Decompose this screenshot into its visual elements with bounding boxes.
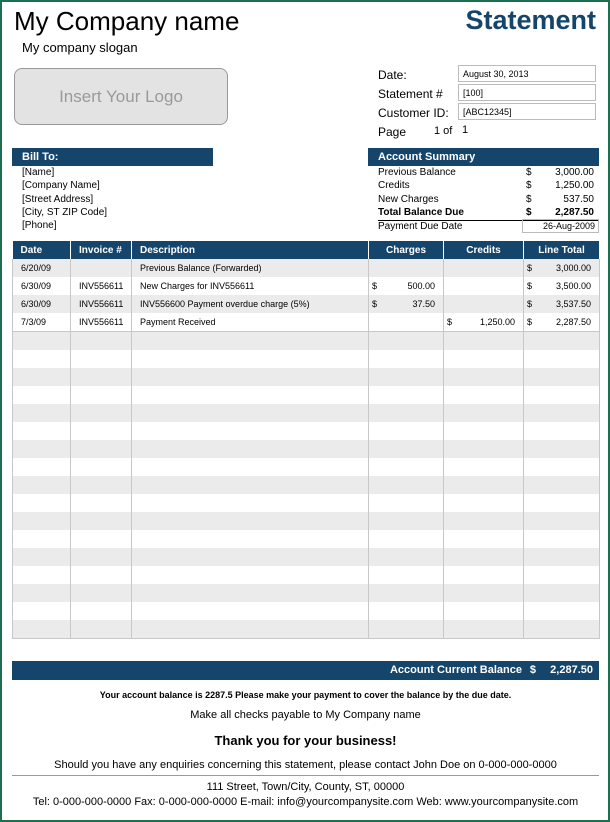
bill-to-street: [Street Address] xyxy=(22,194,94,205)
row-charges: 500.00 xyxy=(407,281,435,291)
column-header-charges: Charges xyxy=(369,241,444,259)
currency-symbol: $ xyxy=(526,194,532,205)
summary-value: 2,287.50 xyxy=(555,207,594,218)
page-total: 1 xyxy=(462,124,469,136)
column-header-credits: Credits xyxy=(444,241,524,259)
row-invoice: INV556611 xyxy=(79,281,124,291)
company-slogan: My company slogan xyxy=(22,40,138,55)
table-row-empty xyxy=(13,332,600,351)
bill-to-header: Bill To: xyxy=(12,148,213,166)
customer-id-field[interactable]: [ABC12345] xyxy=(458,103,596,120)
row-description: Payment Received xyxy=(140,317,216,327)
table-row-empty xyxy=(13,404,600,422)
column-header-invoice: Invoice # xyxy=(71,241,132,259)
summary-value: 3,000.00 xyxy=(555,167,594,178)
currency-symbol: $ xyxy=(526,167,532,178)
date-label: Date: xyxy=(378,68,407,82)
currency-symbol: $ xyxy=(527,299,533,309)
table-row-empty xyxy=(13,512,600,530)
customer-id-label: Customer ID: xyxy=(378,106,449,120)
payment-due-label: Payment Due Date xyxy=(378,221,463,232)
summary-credits xyxy=(378,180,598,193)
table-row-empty xyxy=(13,368,600,386)
table-row-empty xyxy=(13,566,600,584)
row-invoice: INV556611 xyxy=(79,317,124,327)
balance-notice: Your account balance is 2287.5 Please make your payment to cover the balance by the due date. xyxy=(99,690,512,700)
currency-symbol: $ xyxy=(526,180,532,191)
summary-new-charges xyxy=(378,194,598,207)
table-row-empty xyxy=(13,602,600,620)
row-invoice: INV556611 xyxy=(79,299,124,309)
table-row xyxy=(13,313,600,332)
row-description: INV556600 Payment overdue charge (5%) xyxy=(140,299,310,309)
table-row-empty xyxy=(13,476,600,494)
table-row-empty xyxy=(13,494,600,512)
company-address: 111 Street, Town/City, County, ST, 00000 xyxy=(206,781,405,793)
bill-to-phone: [Phone] xyxy=(22,220,57,231)
row-line-total: 2,287.50 xyxy=(555,317,591,327)
currency-symbol: $ xyxy=(447,317,453,327)
statement-number-label: Statement # xyxy=(378,87,443,101)
thank-you-text: Thank you for your business! xyxy=(214,733,397,748)
bill-to-city: [City, ST ZIP Code] xyxy=(22,207,108,218)
row-line-total: 3,537.50 xyxy=(555,299,591,309)
row-line-total: 3,500.00 xyxy=(555,281,591,291)
row-description: New Charges for INV556611 xyxy=(140,281,255,291)
statement-number-field[interactable]: [100] xyxy=(458,84,596,101)
column-header-description: Description xyxy=(132,241,369,259)
bill-to-name: [Name] xyxy=(22,167,55,178)
table-row-empty xyxy=(13,386,600,404)
footer-divider xyxy=(12,775,599,776)
document-title: Statement xyxy=(465,5,596,35)
table-row-empty xyxy=(13,350,600,368)
company-name: My Company name xyxy=(14,6,240,36)
table-row-empty xyxy=(13,458,600,476)
account-current-balance-bar xyxy=(12,661,599,680)
row-date: 6/30/09 xyxy=(21,281,52,291)
column-header-line-total: Line Total xyxy=(524,241,600,259)
table-row-empty xyxy=(13,584,600,602)
row-date: 7/3/09 xyxy=(21,317,47,327)
summary-value: 1,250.00 xyxy=(555,180,594,191)
currency-symbol: $ xyxy=(529,664,536,676)
currency-symbol: $ xyxy=(372,299,378,309)
currency-symbol: $ xyxy=(526,207,532,218)
summary-label: New Charges xyxy=(378,194,439,205)
table-row xyxy=(13,295,600,313)
table-row-empty xyxy=(13,620,600,639)
summary-label: Credits xyxy=(378,180,410,191)
account-summary-header: Account Summary xyxy=(368,148,599,166)
row-date: 6/30/09 xyxy=(21,299,52,309)
payment-due-date-field[interactable]: 26-Aug-2009 xyxy=(522,219,599,233)
column-header-date: Date xyxy=(13,241,71,259)
currency-symbol: $ xyxy=(527,281,533,291)
logo-placeholder[interactable]: Insert Your Logo xyxy=(14,68,228,125)
currency-symbol: $ xyxy=(372,281,378,291)
row-date: 6/20/09 xyxy=(21,263,52,273)
row-description: Previous Balance (Forwarded) xyxy=(140,263,262,273)
currency-symbol: $ xyxy=(527,263,533,273)
table-row-empty xyxy=(13,548,600,566)
date-field[interactable]: August 30, 2013 xyxy=(458,65,596,82)
page-label: Page xyxy=(378,125,407,139)
summary-previous-balance xyxy=(378,167,598,180)
summary-label: Total Balance Due xyxy=(378,207,464,218)
table-row xyxy=(13,277,600,295)
page-of-text: 1 of xyxy=(434,125,453,137)
table-row-empty xyxy=(13,530,600,548)
summary-value: 537.50 xyxy=(563,194,594,205)
current-balance-label: Account Current Balance xyxy=(389,664,522,676)
checks-payable-text: Make all checks payable to My Company name xyxy=(190,709,421,721)
table-row xyxy=(13,259,600,277)
row-charges: 37.50 xyxy=(412,299,435,309)
current-balance-value: 2,287.50 xyxy=(550,664,593,676)
enquiries-text: Should you have any enquiries concerning this statement, please contact John Doe on 0-000-000-0000 xyxy=(54,759,557,771)
transactions-table xyxy=(12,241,600,639)
summary-label: Previous Balance xyxy=(378,167,456,178)
table-row-empty xyxy=(13,440,600,458)
company-contact: Tel: 0-000-000-0000 Fax: 0-000-000-0000 E-mail: info@yourcompanysite.com Web: www.yourcompanysite.com xyxy=(32,796,579,808)
currency-symbol: $ xyxy=(527,317,533,327)
row-credits: 1,250.00 xyxy=(479,317,515,327)
row-line-total: 3,000.00 xyxy=(555,263,591,273)
bill-to-company: [Company Name] xyxy=(22,180,100,191)
table-row-empty xyxy=(13,422,600,440)
